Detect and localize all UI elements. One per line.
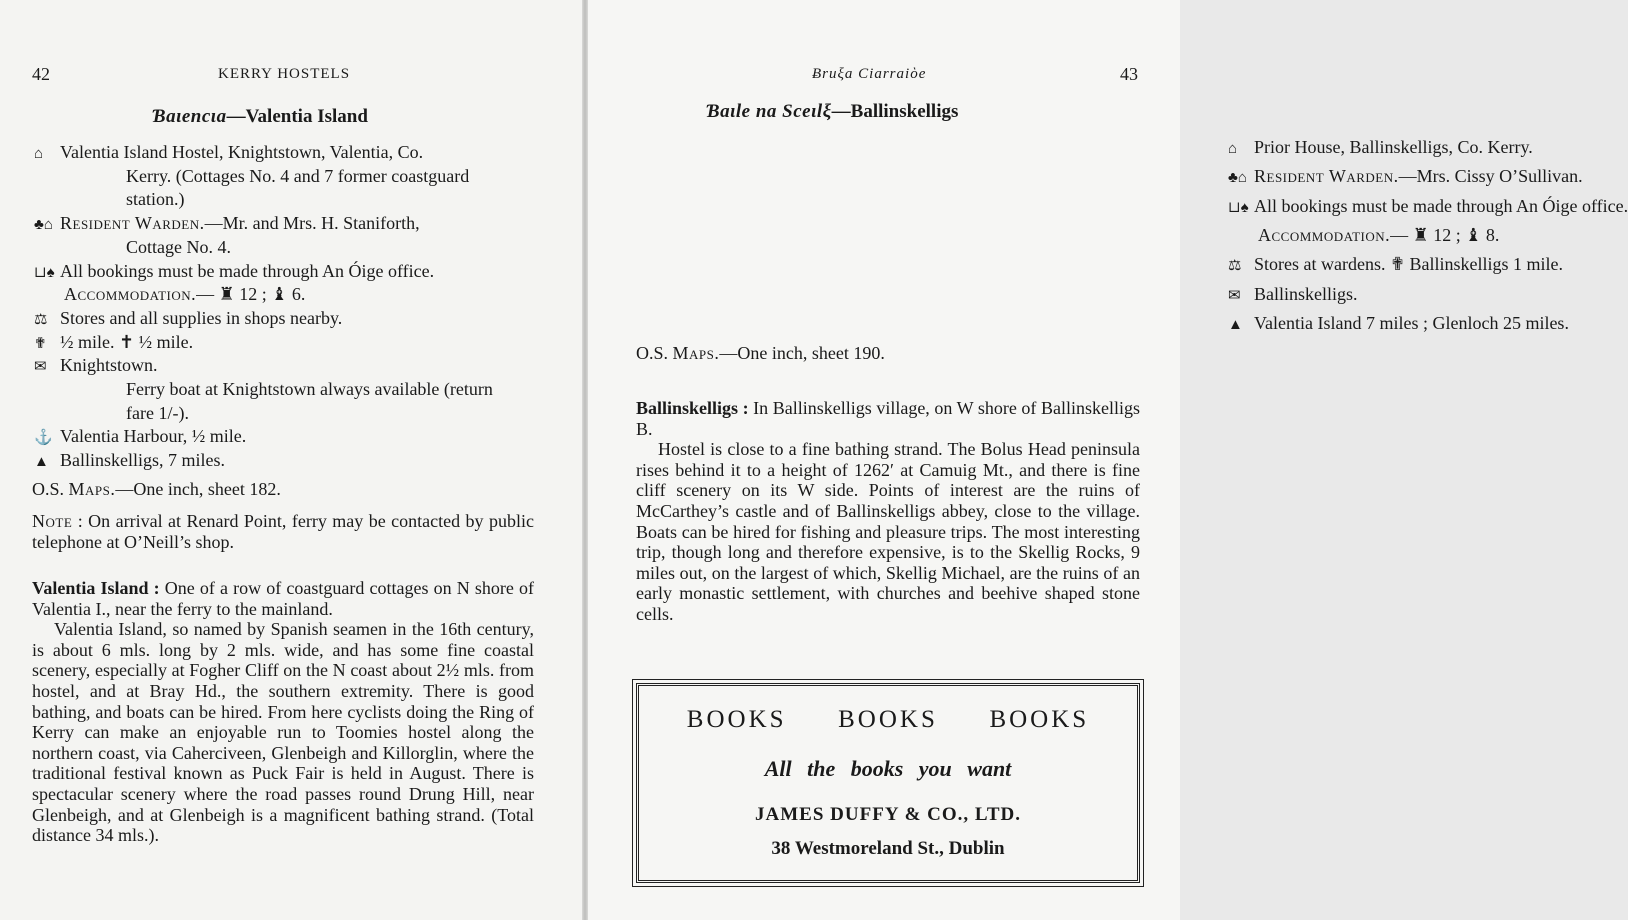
entry-text: Prior House, Ballinskelligs, Co. Kerry. xyxy=(1254,137,1533,157)
entry-text: Knightstown. xyxy=(60,355,158,376)
hostel-title xyxy=(706,101,958,123)
entry-text: — ♜ 12 ; ♝ 6. xyxy=(196,284,306,305)
book-advert xyxy=(636,683,1140,883)
os-maps: O.S. Maps.—One inch, sheet 190. xyxy=(636,343,885,363)
entry-text: Ballinskelligs, 7 miles. xyxy=(60,450,225,471)
entry-line xyxy=(64,283,305,305)
entry-line xyxy=(126,378,493,400)
left-page xyxy=(0,0,582,920)
entry-line xyxy=(34,354,158,378)
hostel-icon: ⌂ xyxy=(34,146,44,162)
entry-text: Valentia Harbour, ½ mile. xyxy=(60,426,247,447)
entry-text: Cottage No. 4. xyxy=(126,236,231,257)
entry-line xyxy=(126,188,185,210)
running-head: KERRY HOSTELS xyxy=(218,66,351,82)
page-number: 42 xyxy=(32,64,50,84)
stores-icon: ⚖ xyxy=(1228,258,1242,275)
advert-company: JAMES DUFFY & CO., LTD. xyxy=(755,804,1021,825)
entry-text: ½ mile. ✝ ½ mile. xyxy=(60,331,194,352)
advert-books xyxy=(639,706,1137,734)
entry-text: —Mrs. Cissy O’Sullivan. xyxy=(1398,166,1583,187)
advert-address: 38 Westmoreland St., Dublin xyxy=(771,838,1005,859)
entry-text: Ferry boat at Knightstown always available (return xyxy=(126,379,493,399)
entry-text: —Mr. and Mrs. H. Staniforth, xyxy=(204,213,420,234)
advert-books-word: BOOKS xyxy=(838,706,938,733)
entry-text: Valentia Island Hostel, Knightstown, Valentia, Co. xyxy=(60,142,424,162)
entry-line xyxy=(1228,195,1628,219)
harbour-icon: ⚓ xyxy=(34,430,53,447)
entry-text: All bookings must be made through An Óige office. xyxy=(1254,195,1628,216)
entry-label: Resident Warden. xyxy=(60,213,205,234)
entry-text: station.) xyxy=(126,189,185,210)
note: Note : On arrival at Renard Point, ferry may be contacted by public telephone at O’Neill’s shop. xyxy=(32,511,534,552)
next-hostel-icon: ▲ xyxy=(1228,316,1243,333)
entry-line xyxy=(126,236,231,258)
description-body: Valentia Island, so named by Spanish seamen in the 16th century, is about 6 mls. long by 2 mls. wide, and has some fine coastal scenery, especially at Fogher Cliff on the N coast about 2½ mls. from hostel, and at Bray Hd., the southern extremity. There is good bathing, and boats can be hired. From here cyclists doing the Ring of Kerry can make an enjoyable run to Toomies hostel along the northern coast, via Caherciveen, Glenbeigh and Killorglin, where the traditional festival known as Puck Fair is held in August. There is spectacular scenery where the road passes round Drung Hill, near Glenbeigh, and at Glenbeigh is a magnificent bathing strand. (Total distance 34 mls.). xyxy=(32,619,534,846)
entry-line xyxy=(34,331,193,355)
entry-line xyxy=(1258,224,1499,246)
title-english: —Ballinskelligs xyxy=(831,101,959,122)
warden-icon: ♣⌂ xyxy=(1228,170,1247,187)
entry-text: Valentia Island 7 miles ; Glenloch 25 miles. xyxy=(1254,312,1569,333)
booking-icon: ⊔♠ xyxy=(34,264,55,281)
entry-line xyxy=(126,402,189,424)
entry-line xyxy=(126,165,469,187)
entry-text: Ballinskelligs. xyxy=(1254,283,1358,304)
entry-text: All bookings must be made through An Óige office. xyxy=(60,260,435,281)
warden-icon: ♣⌂ xyxy=(34,217,53,234)
title-irish: Ɓaιle na Sceιlξ xyxy=(706,101,832,122)
running-head: Ƀruξa Ciarraiὸe xyxy=(812,66,927,82)
os-maps: O.S. Maps.—One inch, sheet 182. xyxy=(32,479,281,499)
entry-text: — ♜ 12 ; ♝ 8. xyxy=(1390,224,1500,245)
booking-icon: ⊔♠ xyxy=(1228,199,1249,216)
entry-line xyxy=(34,141,423,165)
post-office-icon: ✉ xyxy=(1228,287,1241,304)
hostel-description: Valentia Island : One of a row of coastguard cottages on N shore of Valentia I., near the ferry to the mainland. Valentia Island, so named by Spanish seamen in the 16th century, is about 6 mls. long by 2 mls. wide, and has some fine coastal scenery, especially at Fogher Cliff on the N coast about 2½ mls. from hostel, and at Bray Hd., the southern extremity. There is good bathing, and boats can be hired. From here cyclists doing the Ring of Kerry can make an enjoyable run to Toomies hostel along the northern coast, via Caherciveen, Glenbeigh and Killorglin, where the traditional festival known as Puck Fair is held in August. There is spectacular scenery where the road passes round Drung Hill, near Glenbeigh, and at Glenbeigh is a magnificent bathing strand. (Total distance 34 mls.). xyxy=(32,578,534,846)
hostel-icon: ⌂ xyxy=(1228,141,1238,157)
advert-books-word: BOOKS xyxy=(989,706,1090,733)
entry-line xyxy=(34,425,246,449)
entry-text: Kerry. (Cottages No. 4 and 7 former coastguard xyxy=(126,165,470,186)
entry-line xyxy=(1228,136,1533,160)
catholic-church-icon: ✟ xyxy=(34,335,47,352)
next-hostel-icon: ▲ xyxy=(34,454,49,471)
entry-line xyxy=(34,307,342,331)
entry-line xyxy=(1228,253,1563,277)
entry-label: Accommodation. xyxy=(1258,224,1391,245)
entry-line xyxy=(34,260,434,284)
entry-line xyxy=(34,449,225,473)
entry-line xyxy=(1228,165,1583,189)
entry-label: Accommodation. xyxy=(64,284,197,305)
title-english: —Valentia Island xyxy=(226,106,368,127)
post-office-icon: ✉ xyxy=(34,359,47,376)
entry-line xyxy=(1228,283,1358,307)
entry-text: Stores and all supplies in shops nearby. xyxy=(60,307,343,328)
hostel-description: Ballinskelligs : In Ballinskelligs village, on W shore of Ballinskelligs B. Hostel is close to a fine bathing strand. The Bolus Head peninsula rises behind it to a height of 1262′ at Camuig Mt., and there is fine cliff scenery on its W side. Points of interest are the ruins of McCarthey’s castle and of Ballinskelligs abbey, close to the village. Boats can be hired for fishing and pleasure trips. The most interesting trip, though long and therefore expensive, is to the Skellig Rocks, 9 miles out, on the largest of which, Skellig Michael, are the ruins of an early monastic settlement, with churches and beehive shaped stone cells. xyxy=(636,398,1141,624)
hostel-title xyxy=(152,106,368,128)
advert-tagline: All the books you want xyxy=(764,756,1012,781)
title-irish: Ɓaιencιa xyxy=(152,106,227,127)
entry-text: fare 1/-). xyxy=(126,402,189,423)
advert-books-word: BOOKS xyxy=(686,706,787,733)
entry-line xyxy=(1228,312,1569,336)
page-number: 43 xyxy=(1120,64,1138,84)
description-body: Hostel is close to a fine bathing strand. The Bolus Head peninsula rises behind it to a height of 1262′ at Camuig Mt., and there is fine cliff scenery on its W side. Points of interest are the ruins of McCarthey’s castle and of Ballinskelligs abbey, close to the village. Boats can be hired for fishing and pleasure trips. The most interesting trip, though long and therefore expensive, is to the Skellig Rocks, 9 miles out, on the largest of which, Skellig Michael, are the ruins of an early monastic settlement, with churches and beehive shaped stone cells. xyxy=(636,439,1140,624)
entry-line xyxy=(34,212,420,236)
entry-text: Stores at wardens. ✟ Ballinskelligs 1 mile. xyxy=(1254,254,1564,275)
entry-label: Resident Warden. xyxy=(1254,166,1399,187)
stores-icon: ⚖ xyxy=(34,311,48,328)
